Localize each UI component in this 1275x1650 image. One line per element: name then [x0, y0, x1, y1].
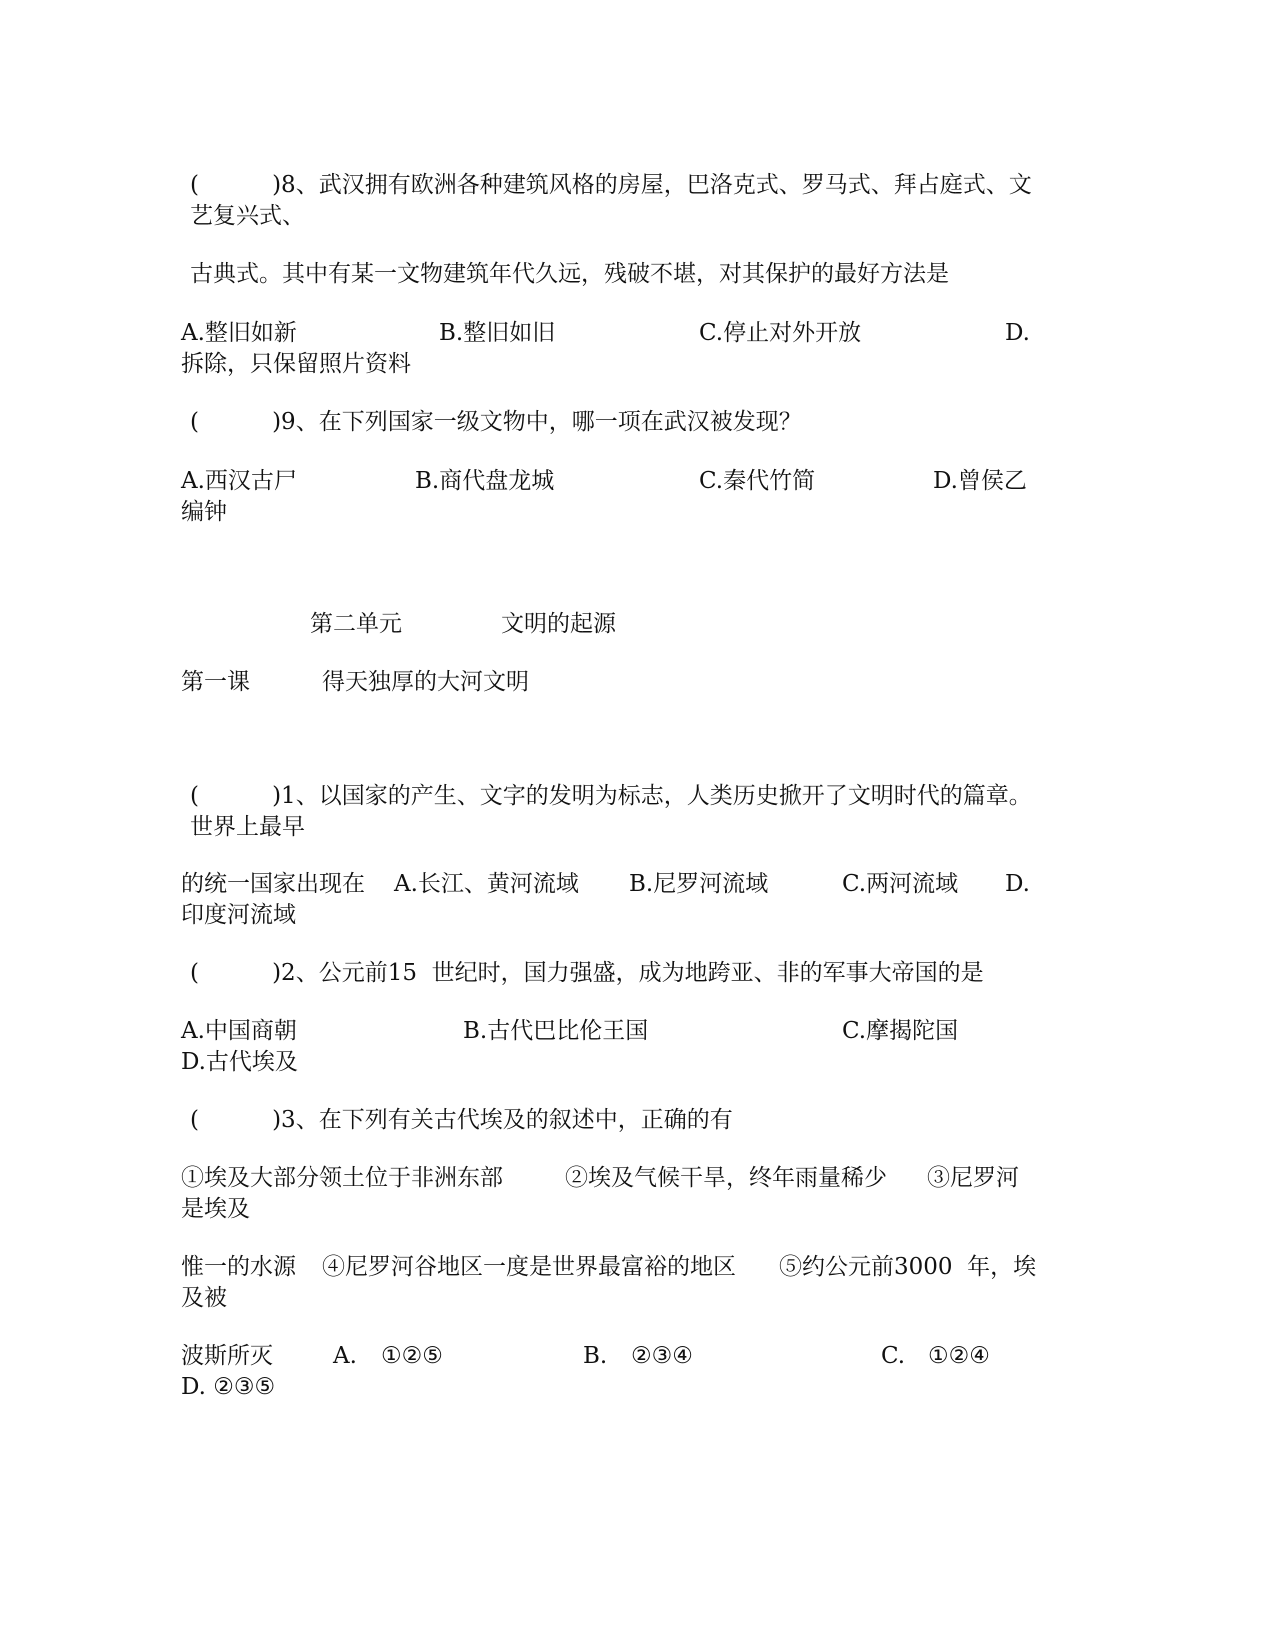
q2-option-a: A.中国商朝: [181, 1018, 297, 1044]
q3-statement-1: ①埃及大部分领土位于非洲东部: [181, 1165, 503, 1191]
q9-option-d-continued: 编钟: [181, 499, 227, 525]
q3-statement-5-end: 波斯所灭: [181, 1343, 273, 1369]
q2-stem: ( )2、公元前15 世纪时，国力强盛，成为地跨亚、非的军事大帝国的是: [190, 960, 984, 986]
q9-option-d: D.曾侯乙: [933, 468, 1027, 494]
lesson-title: 得天独厚的大河文明: [322, 669, 529, 695]
q3-option-a: ①②⑤: [381, 1343, 443, 1369]
q8-option-c: C.停止对外开放: [699, 320, 862, 346]
unit-title: 文明的起源: [501, 611, 616, 637]
q3-statement-5: ⑤约公元前3000 年，埃: [779, 1254, 1037, 1280]
q9-option-b: B.商代盘龙城: [415, 468, 555, 494]
q8-stem-line1: ( )8、武汉拥有欧洲各种建筑风格的房屋，巴洛克式、罗马式、拜占庭式、文: [190, 172, 1032, 198]
q1-option-a: A.长江、黄河流域: [394, 871, 579, 897]
q9-stem: ( )9、在下列国家一级文物中，哪一项在武汉被发现？: [190, 409, 802, 435]
q8-option-a: A.整旧如新: [181, 320, 297, 346]
q1-option-b: B.尼罗河流域: [629, 871, 769, 897]
unit-label: 第二单元: [310, 611, 402, 637]
q3-statement-4: ④尼罗河谷地区一度是世界最富裕的地区: [322, 1254, 736, 1280]
q1-stem-line2: 世界上最早: [190, 814, 305, 840]
q9-option-a: A.西汉古尸: [181, 468, 297, 494]
q3-statement-3: ③尼罗河: [927, 1165, 1019, 1191]
q1-option-d-continued: 印度河流域: [181, 902, 296, 928]
q8-option-d-continued: 拆除，只保留照片资料: [181, 351, 411, 377]
q3-option-a-label: A.: [333, 1343, 357, 1369]
q3-stem: ( )3、在下列有关古代埃及的叙述中，正确的有: [190, 1107, 733, 1133]
q8-stem-line3: 古典式。其中有某一文物建筑年代久远，残破不堪，对其保护的最好方法是: [190, 261, 949, 287]
q1-option-d: D.: [1005, 871, 1030, 897]
q3-option-b: ②③④: [631, 1343, 693, 1369]
q2-option-d: D.古代埃及: [181, 1049, 298, 1075]
q8-stem-line2: 艺复兴式、: [190, 203, 305, 229]
q3-statement-3-end: 惟一的水源: [181, 1254, 296, 1280]
q3-option-c: ①②④: [928, 1343, 990, 1369]
q1-option-c: C.两河流域: [842, 871, 959, 897]
lesson-label: 第一课: [181, 669, 250, 695]
q9-option-c: C.秦代竹简: [699, 468, 816, 494]
q3-option-d: D. ②③⑤: [181, 1374, 276, 1400]
q3-statement-5-continued: 及被: [181, 1285, 227, 1311]
q1-stem-line1: ( )1、以国家的产生、文字的发明为标志，人类历史掀开了文明时代的篇章。: [190, 783, 1032, 809]
q2-option-c: C.摩揭陀国: [842, 1018, 959, 1044]
q1-stem-line3: 的统一国家出现在: [181, 871, 365, 897]
q3-option-b-label: B.: [583, 1343, 608, 1369]
q2-option-b: B.古代巴比伦王国: [463, 1018, 649, 1044]
q3-statement-2: ②埃及气候干旱，终年雨量稀少: [565, 1165, 887, 1191]
q8-option-b: B.整旧如旧: [439, 320, 556, 346]
q8-option-d: D.: [1005, 320, 1030, 346]
q3-statement-3-continued: 是埃及: [181, 1196, 250, 1222]
q3-option-c-label: C.: [881, 1343, 906, 1369]
